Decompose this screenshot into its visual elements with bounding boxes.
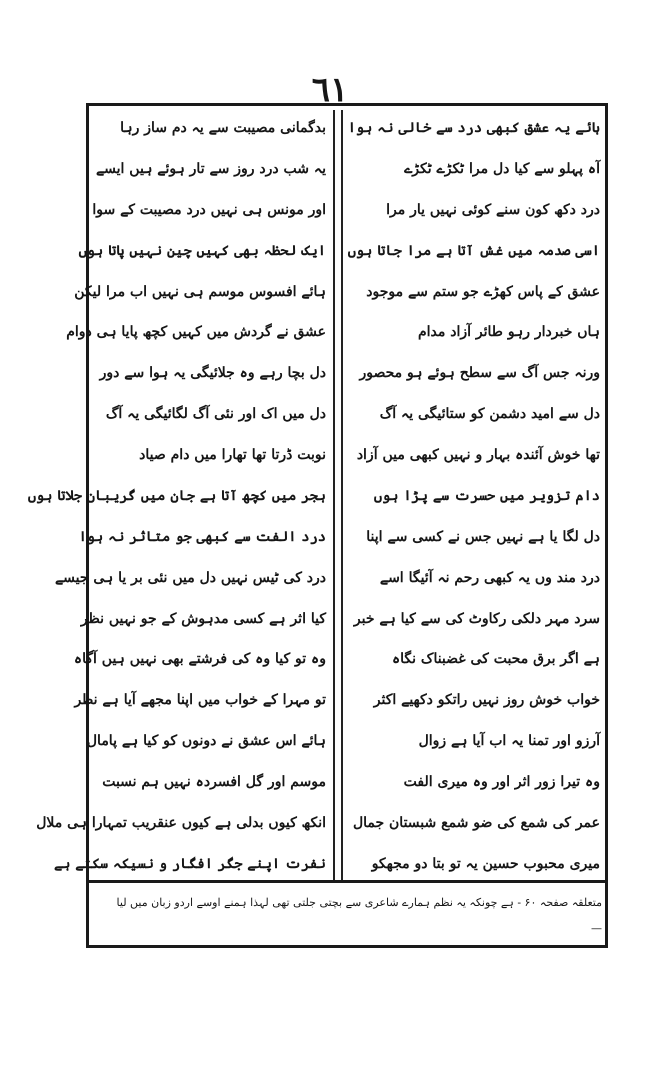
verse-line: یہ شب درد روز سے تار ہوئے ہیں ایسے [95,160,326,177]
verse-line: دل میں اک اور نئی آگ لگائیگی یہ آگ [105,406,326,423]
page-number: ٦١ [311,70,349,110]
verse-line: ہجر میں کچھ آتا ہے جان میں گریبان جلاتا ہوں [27,487,326,504]
verse-line: انکھ کیوں بدلی ہے کیوں عنقریب تمہارا ہی ملال [36,814,326,831]
verse-line: موسم اور گل افسردہ نہیں ہم نسبت [102,774,326,790]
verse-line: میری محبوب حسین یہ تو بتا دو مجھکو [371,855,600,872]
verse-line: وہ تو کیا وہ کی فرشتے بھی نہیں ہیں آگاہ [73,651,326,668]
right-column [347,110,600,880]
verse-line: عشق نے گردش میں کہیں کچھ پایا ہی دوام [66,324,326,341]
verse-line: عمر کی شمع کی ضو شمع شبستان جمال [352,814,600,831]
footnote: متعلقہ صفحہ ۶۰ - ہے چونکہ یہ نظم ہمارے شاعری سے بچتی جلتی تھی لہذا ہمنے اوسے اردو زبان میں لیا [116,896,602,909]
verse-line: درد دکھ کون سنے کوئی نہیں یار مرا [386,201,600,218]
verse-line: کیا اثر ہے کسی مدہوش کے جو نہیں نظر [80,610,326,627]
verse-line: دام تزویر میں حسرت سے پڑا ہوں [373,487,600,504]
verse-line: ہے اگر برق محبت کی غضبناک نگاہ [391,651,600,668]
verse-line: دل لگا یا ہے نہیں جس نے کسی سے اپنا [366,528,600,545]
verse-line: درد کی ٹیس نہیں دل میں نئی بر یا ہی جیسے [54,569,326,586]
verse-line: وہ تیرا زور اثر اور وہ میری الفت [403,774,600,790]
verse-line: عشق کے پاس کھڑے جو ستم سے موجود [366,283,600,300]
footnote-rule [86,880,608,883]
verse-line: خواب خوش روز نہیں راتکو دکھیے اکثر [373,692,600,709]
footnote-continuation: — [591,922,602,935]
verse-line: ہائے افسوس موسم ہی نہیں اب مرا لیکن [74,283,326,300]
verse-line: ورنہ جس آگ سے سطح ہوئے ہو محصور [359,365,600,382]
verse-line: ہائے اس عشق نے دونوں کو کیا ہے پامال [86,733,326,750]
verse-line: بدگمانی مصیبت سے یہ دم ساز رہا [120,120,326,136]
verse-line: ہائے یہ عشق کبھی درد سے خالی نہ ہوا [347,120,600,136]
verse-line: تو مہرا کے خواب میں اپنا مجھے آیا ہے نظر [74,692,326,709]
verse-line: آہ پہلو سے کیا دل مرا ٹکڑے ٹکڑے [404,160,600,177]
verse-line: دل بچا رہے وہ جلائیگی یہ ہوا سے دور [99,365,326,382]
verse-line: آرزو اور تمنا یہ اب آیا ہے زوال [418,733,600,750]
column-divider [333,110,343,880]
verse-line: اسی صدمہ میں غش آتا ہے مرا جاتا ہوں [347,242,600,259]
verse-line: درد مند وں یہ کبھی رحم نہ آئیگا اسے [379,569,600,586]
verse-line: سرد مہر دلکی رکاوٹ کی سے کیا ہے خبر [353,610,600,627]
left-column [27,110,326,880]
verse-line: نوبت ڈرتا تھا تھارا میں دام صیاد [139,447,326,463]
verse-line: اور مونس ہی نہیں درد مصیبت کے سوا [92,201,326,218]
verse-line: ایک لحظہ بھی کہیں چین نہیں پاتا ہوں [78,242,326,259]
verse-line: ہاں خبردار رہو طائر آزاد مدام [417,324,600,341]
verse-line: درد الفت سے کبھی جو متاثر نہ ہوا [78,528,326,545]
verse-line: دل سے امید دشمن کو ستائیگی یہ آگ [379,406,600,423]
verse-line: نفرت اپنے جگر افگار و نسیکہ سکتے ہے [53,855,326,872]
verse-line: تھا خوش آئندہ بہار و نہیں کبھی میں آزاد [356,447,600,463]
